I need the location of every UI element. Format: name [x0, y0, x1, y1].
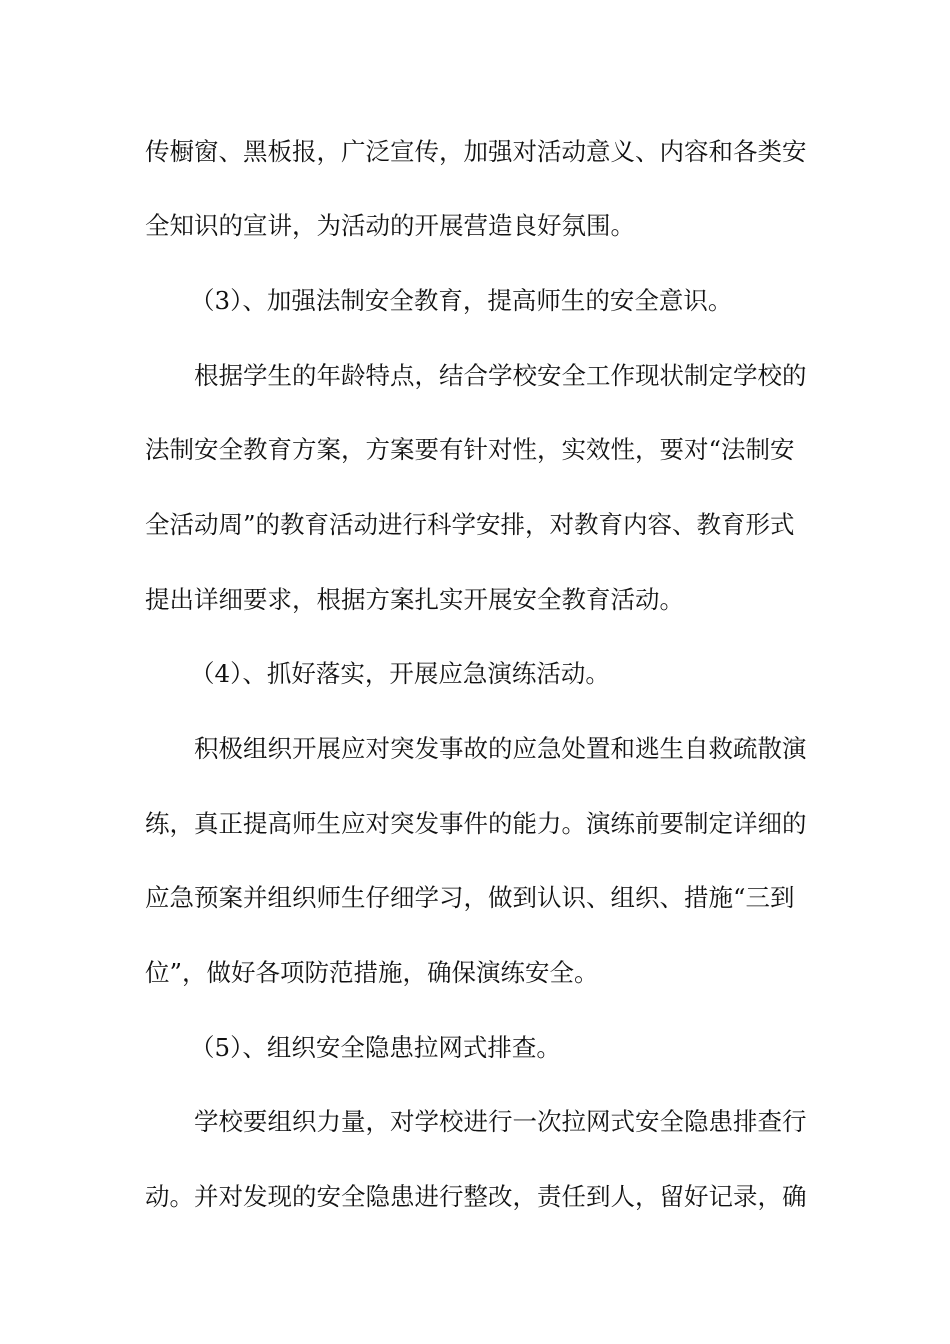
- section-heading-5: （5）、组织安全隐患拉网式排查。: [190, 1033, 561, 1062]
- section-heading-3: （3）、加强法制安全教育，提高师生的安全意识。: [190, 286, 733, 315]
- text-line: 传橱窗、黑板报，广泛宣传，加强对活动意义、内容和各类安: [145, 137, 807, 166]
- text-line: 法制安全教育方案，方案要有针对性，实效性，要对“法制安: [145, 435, 795, 464]
- section-heading-4: （4）、抓好落实，开展应急演练活动。: [190, 659, 610, 688]
- text-line: 动。并对发现的安全隐患进行整改，责任到人，留好记录，确: [145, 1182, 807, 1211]
- paragraph-start: 学校要组织力量，对学校进行一次拉网式安全隐患排查行: [194, 1107, 807, 1136]
- text-line: 提出详细要求，根据方案扎实开展安全教育活动。: [145, 585, 684, 614]
- paragraph-start: 根据学生的年龄特点，结合学校安全工作现状制定学校的: [194, 361, 807, 390]
- text-line: 应急预案并组织师生仔细学习，做到认识、组织、措施“三到: [145, 883, 795, 912]
- text-line: 练，真正提高师生应对突发事件的能力。演练前要制定详细的: [145, 809, 807, 838]
- text-line: 位”，做好各项防范措施，确保演练安全。: [145, 958, 599, 987]
- text-line: 全活动周”的教育活动进行科学安排，对教育内容、教育形式: [145, 510, 795, 539]
- paragraph-start: 积极组织开展应对突发事故的应急处置和逃生自救疏散演: [194, 734, 807, 763]
- text-line: 全知识的宣讲，为活动的开展营造良好氛围。: [145, 211, 635, 240]
